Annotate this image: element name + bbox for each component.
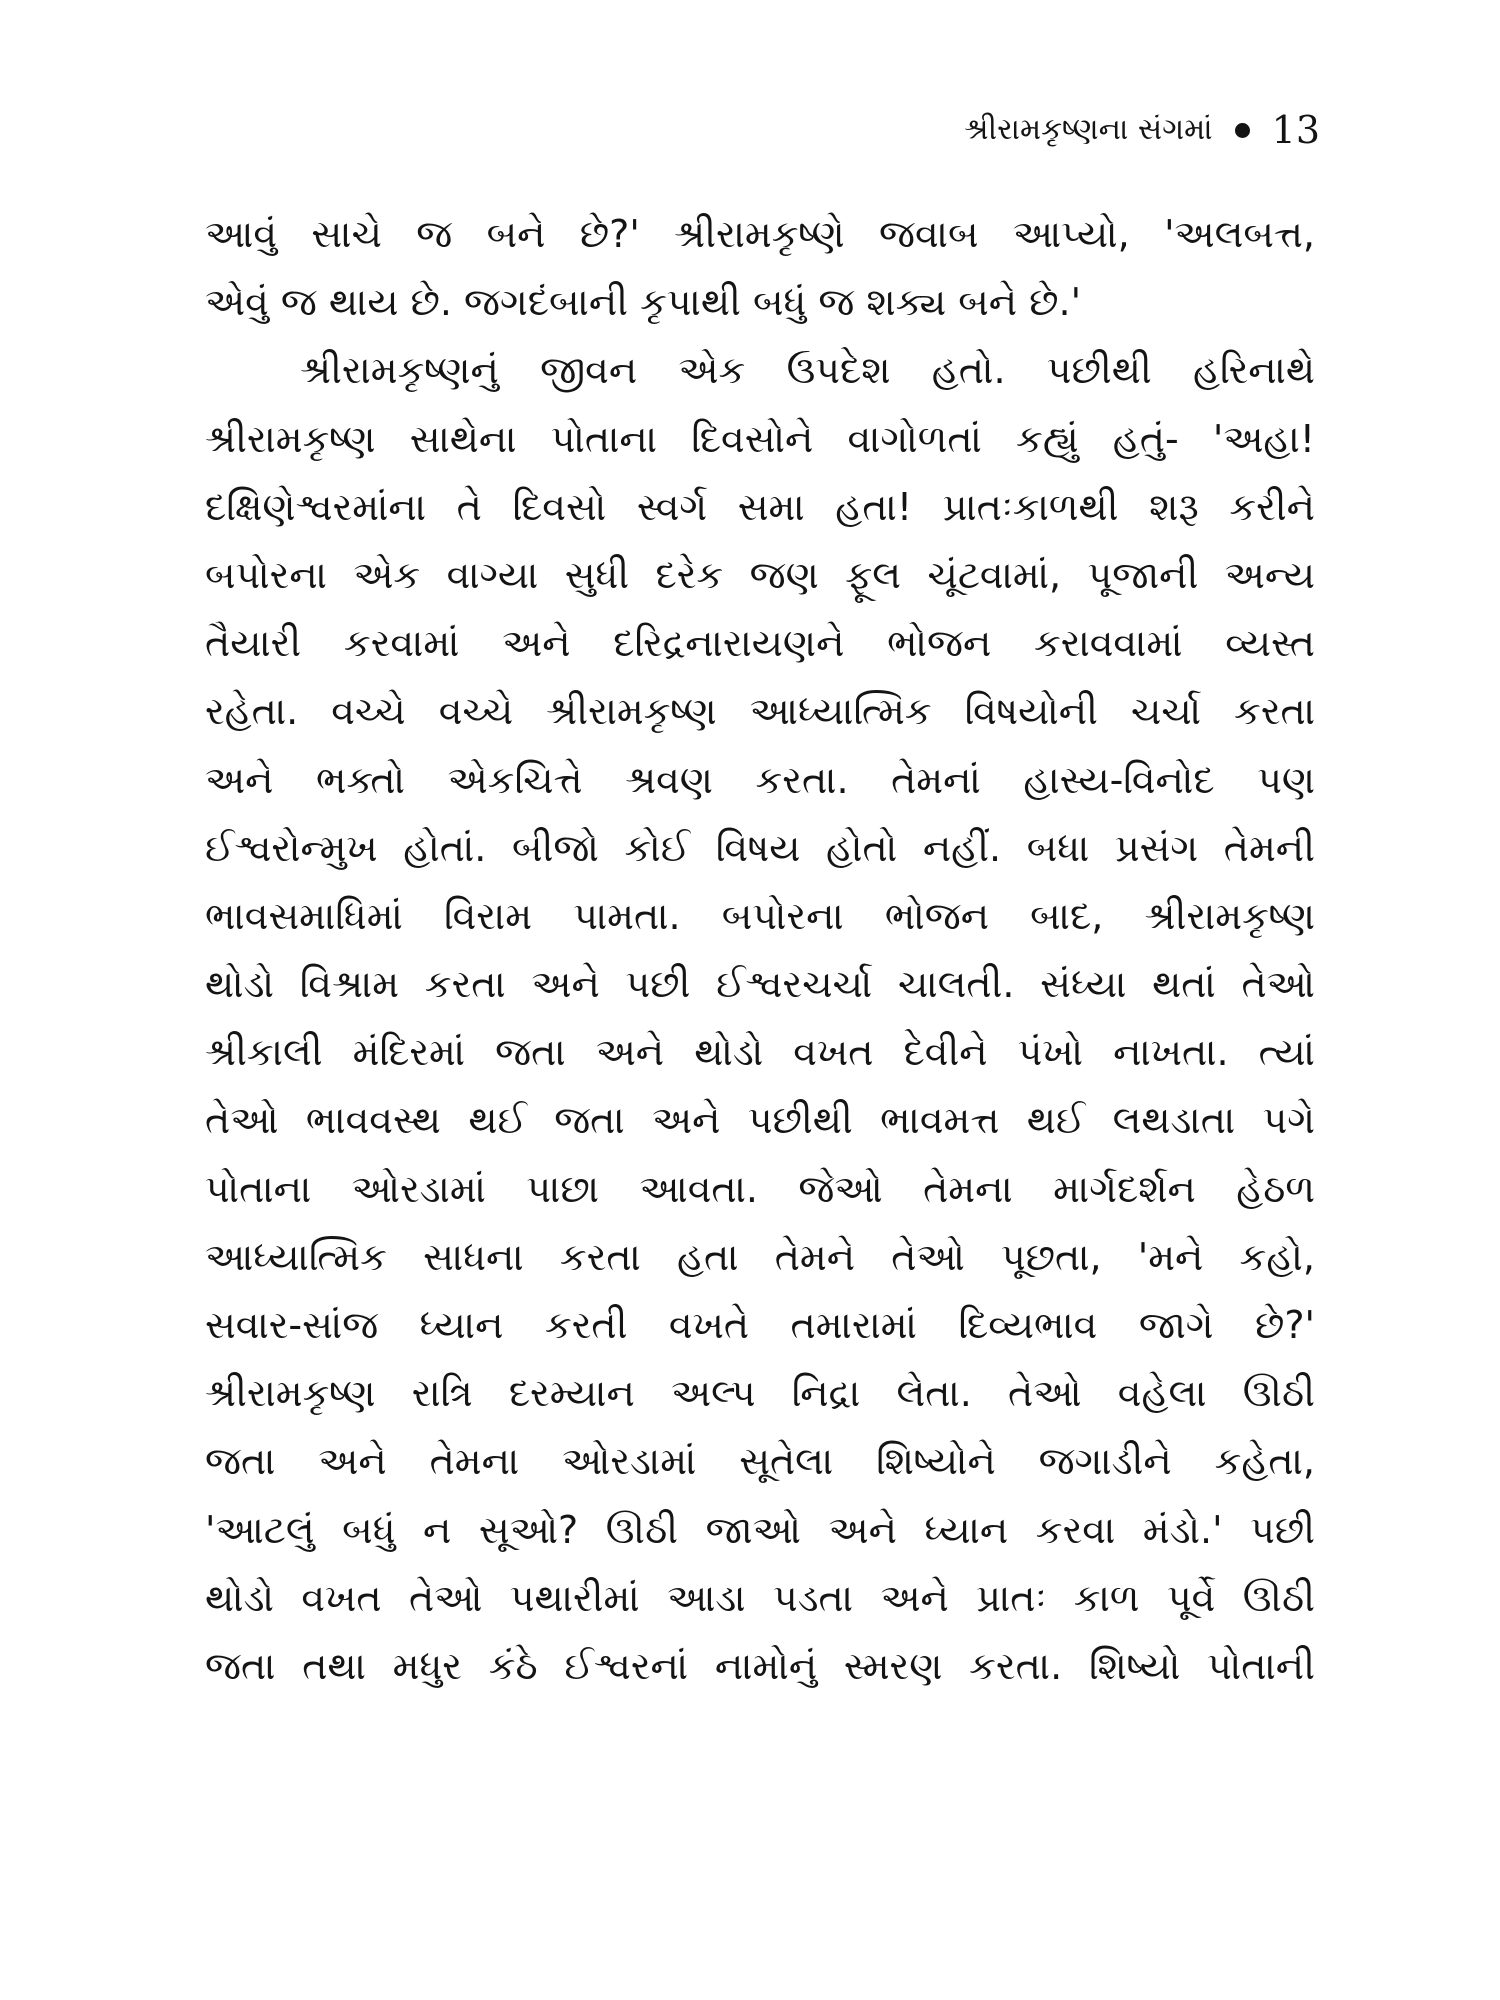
text-line-2: એવું જ થાય છે. જગદંબાની કૃપાથી બધું જ શક્ય બને છે.' — [205, 280, 1082, 325]
text-line-7: તૈયારી કરવામાં અને દરિદ્રનારાયણને ભોજન કરાવવામાં વ્યસ્ત — [205, 621, 1315, 666]
text-line-11: ભાવસમાધિમાં વિરામ પામતા. બપોરના ભોજન બાદ, શ્રીરામકૃષ્ણ — [205, 893, 1315, 938]
text-line-1: આવું સાચે જ બને છે?' શ્રીરામકૃષ્ણે જવાબ આપ્યો, 'અલબત્ત, — [205, 212, 1315, 256]
text-line-14: તેઓ ભાવવસ્થ થઈ જતા અને પછીથી ભાવમત્ત થઈ લથડાતા પગે — [205, 1098, 1315, 1143]
text-line-4: શ્રીરામકૃષ્ણ સાથેના પોતાના દિવસોને વાગોળતાં કહ્યું હતું- 'અહા! — [205, 416, 1315, 461]
text-line-13: શ્રીકાલી મંદિરમાં જતા અને થોડો વખત દેવીને પંખો નાખતા. ત્યાં — [205, 1030, 1315, 1075]
text-line-21: થોડો વખત તેઓ પથારીમાં આડા પડતા અને પ્રાતઃ કાળ પૂર્વે ઊઠી — [205, 1575, 1315, 1620]
text-line-9: અને ભક્તો એકચિત્તે શ્રવણ કરતા. તેમનાં હાસ્ય-વિનોદ પણ — [205, 757, 1315, 802]
text-line-3: શ્રીરામકૃષ્ણનું જીવન એક ઉપદેશ હતો. પછીથી હરિનાથે — [300, 348, 1315, 393]
running-head — [964, 100, 1320, 160]
text-line-8: રહેતા. વચ્ચે વચ્ચે શ્રીરામકૃષ્ણ આધ્યાત્મિક વિષયોની ચર્ચા કરતા — [205, 689, 1315, 734]
body-text — [205, 200, 1315, 1700]
bullet-dot-icon — [1235, 123, 1250, 138]
text-line-6: બપોરના એક વાગ્યા સુધી દરેક જણ ફૂલ ચૂંટવામાં, પૂજાની અન્ય — [205, 552, 1315, 597]
text-line-17: સવાર-સાંજ ધ્યાન કરતી વખતે તમારામાં દિવ્યભાવ જાગે છે?' — [205, 1303, 1315, 1347]
text-line-15: પોતાના ઓરડામાં પાછા આવતા. જેઓ તેમના માર્ગદર્શન હેઠળ — [205, 1166, 1315, 1211]
text-line-19: જતા અને તેમના ઓરડામાં સૂતેલા શિષ્યોને જગાડીને કહેતા, — [205, 1439, 1315, 1484]
text-line-12: થોડો વિશ્રામ કરતા અને પછી ઈશ્વરચર્ચા ચાલતી. સંધ્યા થતાં તેઓ — [205, 962, 1315, 1007]
text-line-22: જતા તથા મધુર કંઠે ઈશ્વરનાં નામોનું સ્મરણ કરતા. શિષ્યો પોતાની — [205, 1643, 1315, 1688]
text-line-16: આધ્યાત્મિક સાધના કરતા હતા તેમને તેઓ પૂછતા, 'મને કહો, — [205, 1234, 1315, 1279]
page-number: 13 — [1271, 108, 1320, 152]
text-line-5: દક્ષિણેશ્વરમાંના તે દિવસો સ્વર્ગ સમા હતા! પ્રાતઃકાળથી શરૂ કરીને — [205, 484, 1315, 529]
text-line-18: શ્રીરામકૃષ્ણ રાત્રિ દરમ્યાન અલ્પ નિદ્રા લેતા. તેઓ વહેલા ઊઠી — [205, 1371, 1315, 1416]
running-head-title: શ્રીરામકૃષ્ણના સંગમાં — [964, 112, 1213, 147]
text-line-10: ઈશ્વરોન્મુખ હોતાં. બીજો કોઈ વિષય હોતો નહીં. બધા પ્રસંગ તેમની — [205, 825, 1315, 870]
text-line-20: 'આટલું બધું ન સૂઓ? ઊઠી જાઓ અને ધ્યાન કરવા મંડો.' પછી — [205, 1507, 1315, 1552]
